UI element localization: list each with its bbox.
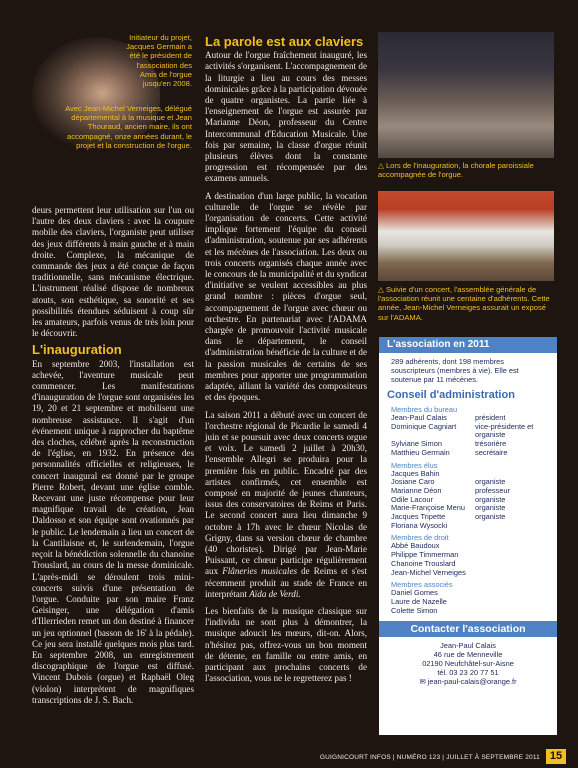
contact-block	[379, 637, 557, 677]
contact-title: Contacter l'association	[379, 621, 557, 637]
email-icon: ✉	[419, 677, 428, 687]
heading-inauguration: L'inauguration	[32, 342, 122, 358]
col1-paragraph-2: En septembre 2003, l'installation est achevée, l'aventure musicale peut commencer. Les manifestations d'inauguration de l'orgue sont organisées les 19, 20 et 21 septembre et mobilisent une nombreuse assistance. Il s'agit d'un événement unique à rapprocher du baptême des cloches, célébré après la reconstruction de l'église, en 1932. En présence des personnalités officielles et religieuses, le concert inaugural est donné par le groupe Pierre Robert, devant une église comble. Recevant une juste récompense pour leur magnifique travail de création, Jean Daldosso et son équipe sont ovationnés par le public. Le lendemain a lieu un concert de la Cantilaisne et, le surlendemain, l'orgue reçoit la bénédiction solennelle du chanoine Trouslard, au cours de la messe dominicale. L'après-midi se déroulent trois mini-concerts suivis d'une présentation de l'orgue. Conduite par son maire Franz Geisinger, une délégation d'amis d'Illerrieden remet un don destiné à financer un jeu optionnel (basson de 16' à la pédale). Ce jeu sera installé quelques mois plus tard. En septembre 2008, un enregistrement discographique de l'orgue est diffusé. Vincent Dubois (orgue) et Raphaël Oleg (violon) interprètent de magnifiques transcriptions de J. S. Bach.	[32, 358, 194, 705]
member-name: Abbé Baudoux	[391, 541, 440, 551]
member-row	[379, 569, 557, 578]
association-box	[379, 337, 557, 735]
association-box-title: L'association en 2011	[379, 337, 557, 353]
col2-paragraph-4: Les bienfaits de la musique classique sur l'individu ne sont plus à démontrer, la musique adoucit les mœurs, dit-on. Alors, n'hésitez pas, offrez-vous un bon moment de détente, en famille ou entre amis, en participant aux prochains concerts de l'association, vous ne le regretterez pas !	[205, 605, 367, 684]
contact-line: Jean-Paul Calais	[440, 641, 496, 651]
heading-parole: La parole est aux claviers	[205, 34, 364, 49]
choir-caption: △ Lors de l'inauguration, la chorale paroissiale accompagnée de l'orgue.	[378, 161, 534, 180]
page-number: 15	[546, 749, 566, 764]
conseil-groups	[379, 405, 557, 615]
member-role: trésorière	[475, 439, 507, 449]
member-role: président	[475, 413, 506, 422]
member-name: Floriana Wysocki	[391, 520, 448, 530]
member-name: Marianne Déon	[391, 485, 442, 495]
member-name: Daniel Gomes	[391, 588, 438, 598]
member-name: Laure de Nazelle	[391, 596, 447, 606]
choir-photo	[378, 32, 554, 158]
member-row	[379, 522, 557, 531]
member-name: Odile Lacour	[391, 494, 433, 504]
contact-email[interactable]: jean-paul-calais@orange.fr	[427, 677, 517, 687]
col2-paragraph-3: La saison 2011 a débuté avec un concert de l'orchestre régional de Picardie le samedi 4 juin et se poursuit avec deux concerts orgue et voix. Le samedi 2 juillet à 20h30, l'ensemble Allegri se produira pour la première fois en public. Encadré par des artistes confirmés, cet ensemble est composé en majorité de jeunes chanteurs, issus des conservatoires de Reims et Paris. Le second concert aura lieu dimanche 9 octobre à 17h avec le chœur Nicolas de Grigny, dans sa version chœur de chambre (40 choristes). Dirigé par Jean-Marie Puissant, ce chœur participe régulièrement aux Flâneries musicales de Reims et s'est récemment produit au stade de France en interprétant Aïda de Verdi.	[205, 409, 367, 599]
col2-paragraph-1: Autour de l'orgue fraîchement inauguré, les activités s'organisent. L'accompagnement de la liturgie a lieu au cours des messes dominicales grâce à la participation dévouée de quatre organistes. La partie liée à l'enseignement de l'orgue est assurée par Marianne Déon, professeur du Centre Intercommunal d'Education Musicale. Une fois par semaine, la classe d'orgue réunit plusieurs élèves dont la constante progression est récompensée par des examens annuels.	[205, 50, 367, 184]
member-name: Dominique Cagniart	[391, 421, 457, 431]
member-name: Colette Simon	[391, 605, 438, 615]
member-group-label: Membres élus	[391, 460, 438, 470]
member-name: Jacques Tripette	[391, 512, 446, 522]
contact-email-line	[379, 677, 557, 686]
column-1	[32, 205, 194, 708]
member-group-label: Membres du bureau	[391, 405, 458, 414]
page-footer	[0, 745, 578, 768]
contact-line: 02190 Neufchâtel-sur-Aisne	[422, 659, 514, 669]
member-role: organiste	[475, 512, 506, 522]
member-role	[475, 522, 551, 531]
member-role	[475, 598, 551, 607]
member-role	[475, 569, 551, 578]
contact-line: 46 rue de Menneville	[433, 650, 503, 660]
column-2	[205, 36, 367, 686]
member-group-label: Membres de droit	[391, 533, 449, 543]
footer-text: GUIGNICOURT INFOS | NUMÉRO 123 | JUILLET À SEPTEMBRE 2011	[319, 754, 540, 761]
member-name: Josiane Caro	[391, 477, 435, 487]
member-role	[475, 560, 551, 569]
member-role: vice-présidente et organiste	[475, 421, 534, 440]
member-role: organiste	[475, 503, 506, 513]
member-role: secrétaire	[475, 447, 508, 457]
member-role: professeur	[475, 485, 510, 495]
member-name: Jacques Bahin	[391, 468, 440, 478]
member-name: Jean-Paul Calais	[391, 413, 447, 422]
member-row	[379, 607, 557, 616]
member-name: Chanoine Trouslard	[391, 558, 456, 568]
member-role	[475, 551, 551, 560]
member-row	[379, 449, 557, 458]
member-name: Sylviane Simon	[391, 439, 442, 449]
conseil-title: Conseil d'administration	[387, 389, 515, 401]
association-intro: 289 adhérents, dont 198 membres souscripteurs (membres à vie). Elle est soutenue par 11 mécènes.	[391, 357, 519, 384]
member-role: organiste	[475, 477, 506, 487]
member-row	[379, 423, 557, 440]
member-group-label: Membres associés	[391, 580, 453, 590]
assembly-caption: △ Suivie d'un concert, l'assemblée générale de l'association réunit une centaine d'adhérents. Cette année, Jean-Michel Verneiges assurait un exposé sur l'ADAMA.	[378, 285, 550, 322]
contact-line: tél. 03 23 20 77 51	[437, 668, 499, 678]
member-name: Matthieu Germain	[391, 447, 450, 457]
col1-paragraph-1: deurs permettent leur utilisation sur l'un ou l'autre des deux claviers : avec la coupure mobile des claviers, l'organiste peut utiliser des jeux différents à main gauche et à main droite. Complexe, la mécanique de commande des jeux a été conçue de façon traditionnelle, sans mécanisme électrique. L'instrument réalisé dispose de nombreux atouts, son esthétique, sa sonorité et ses possibilités étendues séduisent à coup sûr les amateurs, parfois venus de très loin pour le découvrir.	[32, 205, 194, 339]
member-name: Jean-Michel Verneiges	[391, 567, 466, 577]
col2-paragraph-2: A destination d'un large public, la vocation culturelle de l'orgue se révèle par l'organisation de concerts. Cette activité implique fortement l'équipe du conseil d'administration, soutenue par ses adhérents et les mécènes de l'association. Les deux ou trois concerts organisés chaque année avec le concours de la municipalité et du syndicat d'initiative se veulent accessibles au plus grand nombre : pièces d'orgue seul, accompagnement de l'orgue avec chœur ou orchestre. En partenariat avec l'ADAMA chargée de promouvoir l'activité musicale dans le département, le conseil d'administration bénéficie de la culture et de la passion musicales de certains de ses membres pour apporter une programmation adaptée, alliant la variété des compositeurs et des époques.	[205, 190, 367, 403]
member-role: organiste	[475, 494, 506, 504]
member-name: Marie-Françoise Menu	[391, 503, 465, 513]
member-name: Philippe Timmerman	[391, 550, 459, 560]
member-role	[475, 542, 551, 551]
member-role	[475, 607, 551, 616]
member-role	[475, 589, 551, 598]
assembly-photo	[378, 191, 554, 281]
portrait-caption-b: Avec Jean-Michel Verneiges, délégué départemental à la musique et Jean Thouraud, ancien maire, ils ont accompagné, onze années durant, le projet et la construction de l'orgue.	[65, 104, 192, 150]
portrait-caption-a: Initiateur du projet, Jacques Germain a été le président de l'association des Amis de l'orgue jusqu'en 2008.	[126, 33, 192, 89]
